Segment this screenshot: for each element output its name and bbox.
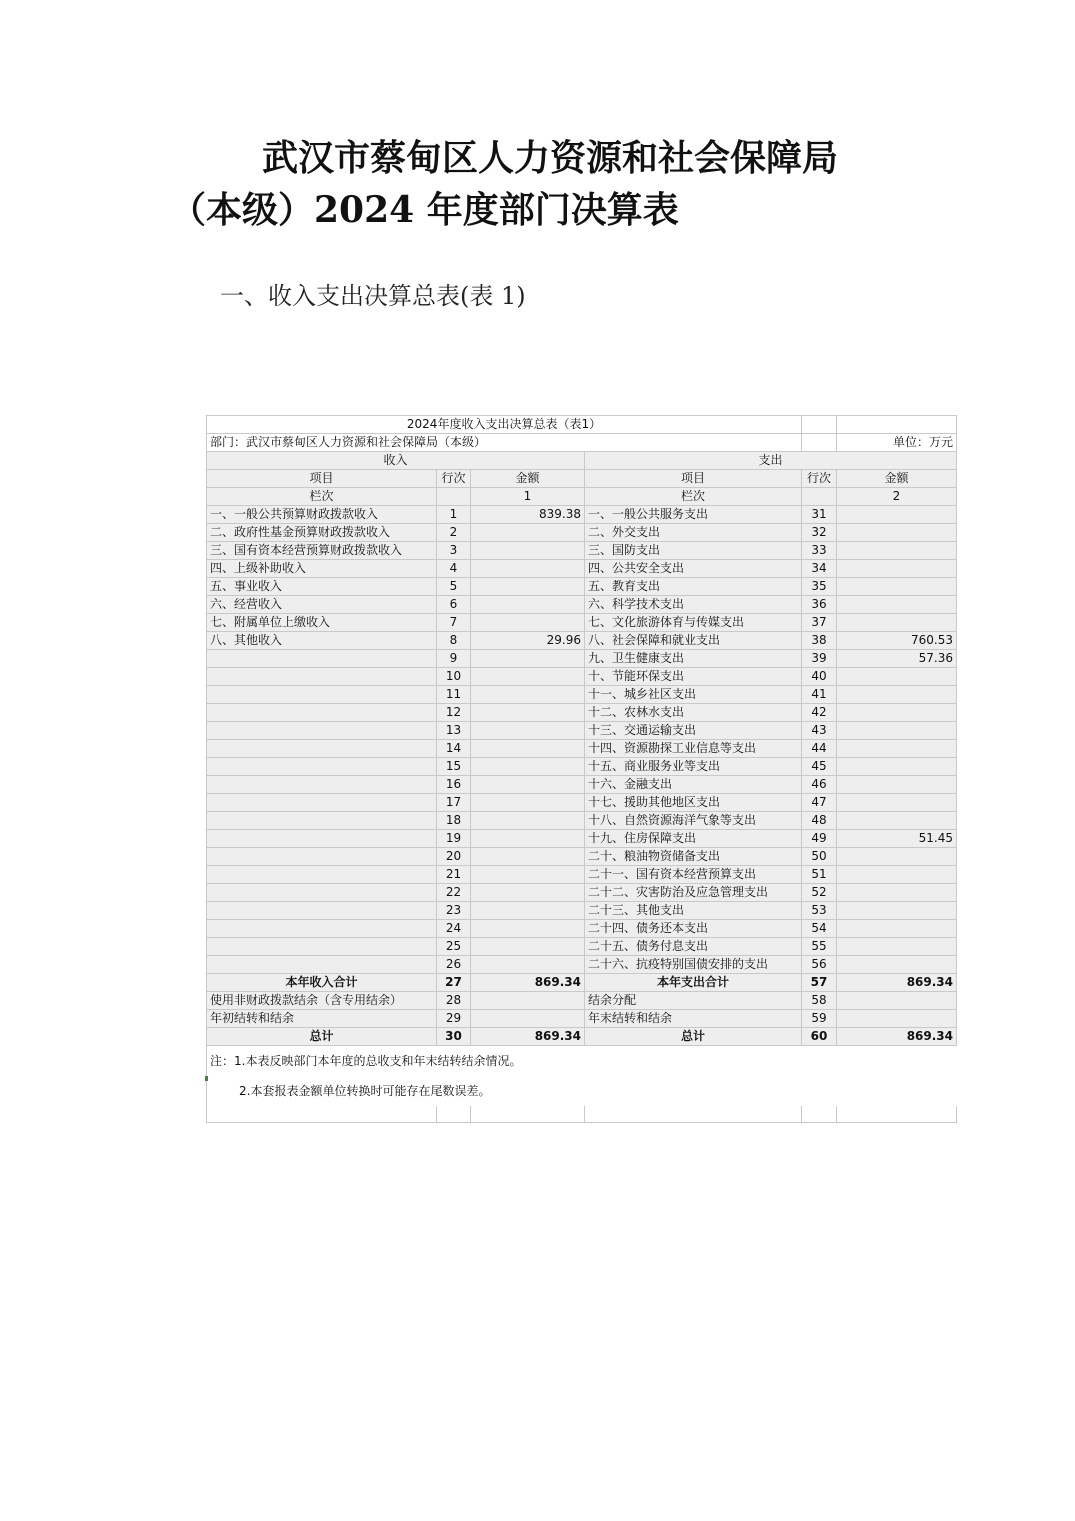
income-item [207,830,437,848]
income-line-no: 9 [437,650,471,668]
expense-amount [837,758,957,776]
expense-amount-header: 金额 [837,470,957,488]
expense-line-no: 40 [802,668,837,686]
income-line-no: 5 [437,578,471,596]
income-item [207,686,437,704]
income-carry-amount [471,992,585,1010]
expense-item: 二十五、债务付息支出 [585,938,802,956]
income-line-no: 4 [437,560,471,578]
carry-row [207,1010,957,1028]
income-line-no: 23 [437,902,471,920]
income-amount [471,578,585,596]
income-item: 六、经营收入 [207,596,437,614]
income-line-no: 2 [437,524,471,542]
expense-carry-no: 58 [802,992,837,1010]
income-line-no: 20 [437,848,471,866]
expense-item: 五、教育支出 [585,578,802,596]
income-line-no: 21 [437,866,471,884]
table-row [207,542,957,560]
expense-amount [837,884,957,902]
expense-amount [837,902,957,920]
expense-amount [837,560,957,578]
expense-amount [837,740,957,758]
expense-line-no: 46 [802,776,837,794]
expense-amount: 760.53 [837,632,957,650]
income-line-no: 11 [437,686,471,704]
expense-line-no: 52 [802,884,837,902]
income-amount [471,884,585,902]
expense-item: 一、一般公共服务支出 [585,506,802,524]
income-year-total-label: 本年收入合计 [207,974,437,992]
income-item: 八、其他收入 [207,632,437,650]
expense-item: 二十四、债务还本支出 [585,920,802,938]
income-line-no: 10 [437,668,471,686]
department-row [207,434,957,452]
table-row [207,704,957,722]
income-amount [471,902,585,920]
income-amount [471,596,585,614]
document-title [170,132,950,236]
table-row [207,506,957,524]
table-note-2: 2.本套报表金额单位转换时可能存在尾数误差。 [207,1076,957,1106]
table-row [207,938,957,956]
income-column-number: 1 [471,488,585,506]
expense-line-header: 行次 [802,470,837,488]
section-heading: 一、收入支出决算总表(表 1) [220,282,526,310]
expense-grand-total-no: 60 [802,1028,837,1046]
expense-line-no: 41 [802,686,837,704]
income-header: 收入 [207,452,585,470]
income-line-no: 6 [437,596,471,614]
expense-line-no: 51 [802,866,837,884]
income-amount [471,812,585,830]
income-amount [471,758,585,776]
note-row [207,1046,957,1077]
income-item [207,938,437,956]
expense-item: 二十二、灾害防治及应急管理支出 [585,884,802,902]
income-item [207,704,437,722]
income-year-total-amount: 869.34 [471,974,585,992]
expense-amount [837,686,957,704]
income-carry-item: 使用非财政拨款结余（含专用结余） [207,992,437,1010]
income-amount [471,956,585,974]
department-label: 部门：武汉市蔡甸区人力资源和社会保障局（本级） [207,434,802,452]
income-item [207,848,437,866]
expense-line-no: 32 [802,524,837,542]
expense-item: 四、公共安全支出 [585,560,802,578]
income-amount [471,722,585,740]
expense-line-no: 31 [802,506,837,524]
income-item [207,794,437,812]
income-line-no: 1 [437,506,471,524]
expense-item: 十九、住房保障支出 [585,830,802,848]
expense-amount [837,848,957,866]
income-amount [471,776,585,794]
expense-item: 十、节能环保支出 [585,668,802,686]
table-row [207,830,957,848]
expense-item: 十三、交通运输支出 [585,722,802,740]
expense-amount [837,776,957,794]
income-amount [471,668,585,686]
table-row [207,596,957,614]
income-line-no: 8 [437,632,471,650]
income-item [207,920,437,938]
note-row [207,1076,957,1106]
expense-grand-total-amount: 869.34 [837,1028,957,1046]
table-note-1: 注：1.本表反映部门本年度的总收支和年末结转结余情况。 [207,1046,957,1077]
expense-line-no: 43 [802,722,837,740]
income-carry-amount [471,1010,585,1028]
expense-amount [837,542,957,560]
income-amount [471,794,585,812]
table-row [207,920,957,938]
expense-line-no: 50 [802,848,837,866]
cell-marker [205,1076,208,1081]
income-line-no: 14 [437,740,471,758]
expense-line-no: 56 [802,956,837,974]
table-row [207,866,957,884]
expense-amount [837,578,957,596]
expense-amount [837,938,957,956]
document-title-line2: （本级）2024 年度部门决算表 [170,189,679,231]
income-amount [471,740,585,758]
expense-item: 七、文化旅游体育与传媒支出 [585,614,802,632]
expense-item: 十八、自然资源海洋气象等支出 [585,812,802,830]
grand-total-row [207,1028,957,1046]
expense-amount [837,956,957,974]
column-number-row [207,488,957,506]
income-amount [471,938,585,956]
income-year-total-no: 27 [437,974,471,992]
table-row [207,956,957,974]
carry-row [207,992,957,1010]
expense-grand-total-label: 总计 [585,1028,802,1046]
income-item [207,956,437,974]
income-amount [471,524,585,542]
expense-carry-item: 年末结转和结余 [585,1010,802,1028]
expense-item: 二十一、国有资本经营预算支出 [585,866,802,884]
income-line-no: 24 [437,920,471,938]
expense-item: 二十六、抗疫特别国债安排的支出 [585,956,802,974]
income-carry-no: 28 [437,992,471,1010]
section-header-row [207,452,957,470]
expense-line-no: 45 [802,758,837,776]
table-row [207,614,957,632]
table-row [207,812,957,830]
table-row [207,776,957,794]
expense-line-no: 42 [802,704,837,722]
income-line-no: 17 [437,794,471,812]
income-grand-total-label: 总计 [207,1028,437,1046]
expense-item: 十二、农林水支出 [585,704,802,722]
expense-column-number: 2 [837,488,957,506]
income-item [207,776,437,794]
income-line-no: 7 [437,614,471,632]
income-amount: 29.96 [471,632,585,650]
income-line-no: 22 [437,884,471,902]
expense-item-header: 项目 [585,470,802,488]
expense-carry-no: 59 [802,1010,837,1028]
expense-line-no: 38 [802,632,837,650]
expense-line-no: 36 [802,596,837,614]
income-amount [471,704,585,722]
income-lanci-label: 栏次 [207,488,437,506]
expense-amount: 51.45 [837,830,957,848]
expense-amount [837,866,957,884]
expense-item: 十一、城乡社区支出 [585,686,802,704]
income-item [207,812,437,830]
income-amount-header: 金额 [471,470,585,488]
table-row [207,722,957,740]
income-amount [471,848,585,866]
expense-amount [837,812,957,830]
expense-carry-amount [837,1010,957,1028]
table-row [207,758,957,776]
expense-item: 十五、商业服务业等支出 [585,758,802,776]
income-line-no: 19 [437,830,471,848]
expense-item: 二十、粮油物资储备支出 [585,848,802,866]
income-line-no: 15 [437,758,471,776]
expense-amount [837,794,957,812]
expense-carry-amount [837,992,957,1010]
income-grand-total-amount: 869.34 [471,1028,585,1046]
income-line-no: 18 [437,812,471,830]
table-row [207,884,957,902]
income-item: 三、国有资本经营预算财政拨款收入 [207,542,437,560]
expense-line-no: 44 [802,740,837,758]
expense-line-no: 54 [802,920,837,938]
expense-item: 九、卫生健康支出 [585,650,802,668]
income-line-no: 16 [437,776,471,794]
expense-amount [837,506,957,524]
expense-lanci-label: 栏次 [585,488,802,506]
expense-line-no: 55 [802,938,837,956]
table-row [207,740,957,758]
expense-line-no: 37 [802,614,837,632]
expense-carry-item: 结余分配 [585,992,802,1010]
expense-header: 支出 [585,452,957,470]
table-row [207,632,957,650]
expense-line-no: 35 [802,578,837,596]
expense-item: 十七、援助其他地区支出 [585,794,802,812]
table-tail-row [207,1106,957,1123]
income-line-no: 25 [437,938,471,956]
expense-item: 十六、金融支出 [585,776,802,794]
income-amount [471,614,585,632]
expense-line-no: 47 [802,794,837,812]
income-item [207,668,437,686]
table-caption: 2024年度收入支出决算总表（表1） [207,416,802,434]
income-item [207,758,437,776]
expense-item: 二十三、其他支出 [585,902,802,920]
expense-year-total-label: 本年支出合计 [585,974,802,992]
income-item: 七、附属单位上缴收入 [207,614,437,632]
column-header-row [207,470,957,488]
table-row [207,686,957,704]
table-row [207,902,957,920]
table-row [207,650,957,668]
unit-label: 单位：万元 [837,434,957,452]
income-item [207,650,437,668]
income-carry-no: 29 [437,1010,471,1028]
table-row [207,848,957,866]
income-amount [471,920,585,938]
income-amount [471,866,585,884]
income-item-header: 项目 [207,470,437,488]
income-grand-total-no: 30 [437,1028,471,1046]
table-row [207,578,957,596]
expense-line-no: 49 [802,830,837,848]
expense-line-no: 53 [802,902,837,920]
income-item [207,866,437,884]
income-amount [471,560,585,578]
income-line-no: 26 [437,956,471,974]
expense-amount [837,722,957,740]
income-item: 五、事业收入 [207,578,437,596]
expense-item: 二、外交支出 [585,524,802,542]
table-row [207,668,957,686]
income-amount [471,830,585,848]
table-row [207,794,957,812]
expense-line-no: 34 [802,560,837,578]
income-line-no: 3 [437,542,471,560]
expense-amount: 57.36 [837,650,957,668]
income-item [207,740,437,758]
income-expense-table [206,415,957,1123]
income-carry-item: 年初结转和结余 [207,1010,437,1028]
income-amount [471,650,585,668]
income-amount [471,686,585,704]
expense-line-no: 48 [802,812,837,830]
expense-year-total-amount: 869.34 [837,974,957,992]
table-row [207,524,957,542]
document-title-line1: 武汉市蔡甸区人力资源和社会保障局 [262,137,839,179]
income-item: 四、上级补助收入 [207,560,437,578]
expense-item: 十四、资源勘探工业信息等支出 [585,740,802,758]
expense-item: 六、科学技术支出 [585,596,802,614]
income-item [207,722,437,740]
expense-amount [837,614,957,632]
expense-amount [837,704,957,722]
income-line-header: 行次 [437,470,471,488]
expense-amount [837,524,957,542]
income-amount [471,542,585,560]
expense-item: 八、社会保障和就业支出 [585,632,802,650]
income-line-no: 12 [437,704,471,722]
expense-amount [837,668,957,686]
expense-year-total-no: 57 [802,974,837,992]
income-line-no: 13 [437,722,471,740]
expense-amount [837,920,957,938]
expense-line-no: 39 [802,650,837,668]
caption-row [207,416,957,434]
income-item: 一、一般公共预算财政拨款收入 [207,506,437,524]
expense-line-no: 33 [802,542,837,560]
income-item: 二、政府性基金预算财政拨款收入 [207,524,437,542]
expense-item: 三、国防支出 [585,542,802,560]
income-amount: 839.38 [471,506,585,524]
table-row [207,560,957,578]
year-total-row [207,974,957,992]
expense-amount [837,596,957,614]
income-item [207,884,437,902]
income-item [207,902,437,920]
